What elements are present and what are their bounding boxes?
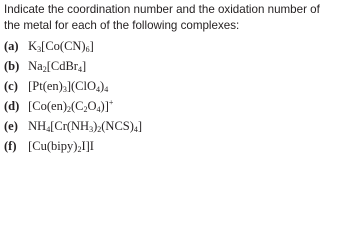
- item-label: (e): [4, 119, 18, 133]
- item-label: (c): [4, 79, 18, 93]
- item-label: (b): [4, 59, 20, 73]
- complex-formula: $K_3[Co(CN)_6]$: [28, 39, 94, 54]
- complex-formula: $[Pt(en)_3](ClO_4)_4$: [28, 79, 109, 94]
- list-item: [4, 116, 142, 136]
- list-item: [4, 136, 142, 156]
- complex-formula: $[Co(en)_2(C_2O_4)]^+$: [28, 98, 114, 114]
- complex-formula: $Na_2[CdBr_4]$: [28, 59, 87, 74]
- problem-prompt: Indicate the coordination number and the oxidation number of the metal for each of the following complexes:: [4, 3, 320, 32]
- list-item: [4, 36, 142, 56]
- complex-formula: $[Cu(bipy)_2I]I$: [28, 139, 94, 154]
- complex-formula: $NH_4[Cr(NH_3)_2(NCS)_4]$: [28, 119, 143, 134]
- list-item: [4, 56, 142, 76]
- complex-list: [4, 36, 142, 156]
- item-label: (f): [4, 139, 17, 153]
- item-label: (a): [4, 39, 19, 53]
- list-item: [4, 96, 142, 116]
- item-label: (d): [4, 99, 20, 113]
- list-item: [4, 76, 142, 96]
